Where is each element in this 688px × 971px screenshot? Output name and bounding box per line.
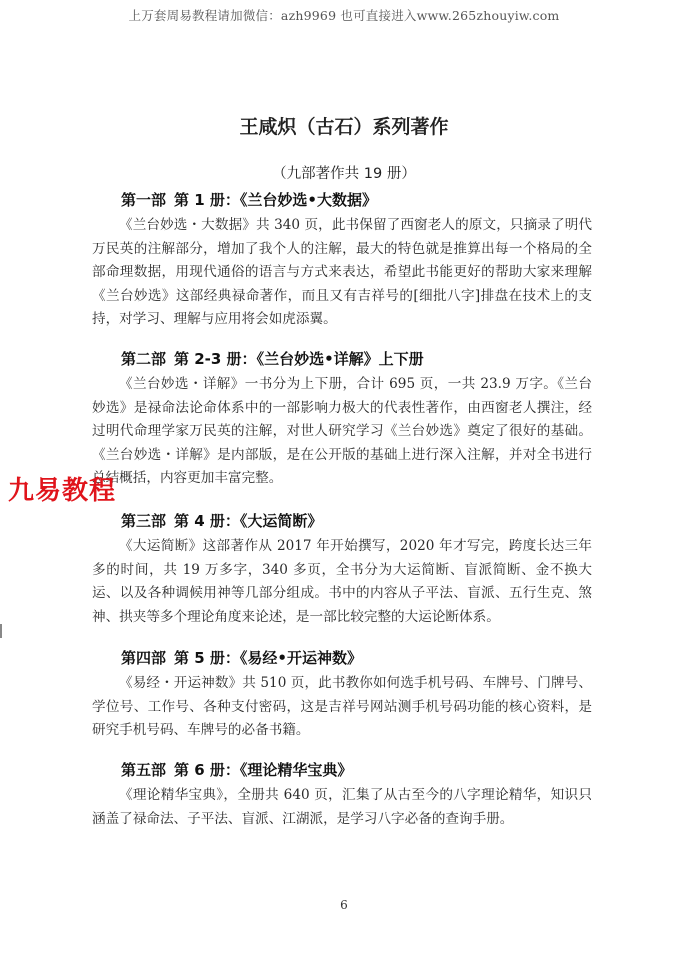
book-title: 《兰台妙选•大数据》: [239, 191, 377, 209]
watermark: 九易教程: [8, 476, 117, 506]
volume-label: 第 2-3 册：: [174, 350, 257, 368]
section-part-5: [92, 760, 592, 831]
page-subtitle: （九部著作共 19 册）: [272, 166, 416, 182]
part-label: 第三部: [121, 512, 167, 530]
section-body: 《易经・开运神数》共 510 页，此书教你如何选手机号码、车牌号、门牌号、学位号、工作号、各种支付密码，这是吉祥号网站测手机号码功能的核心资料，是研究手机号码、车牌号的必备书籍。: [92, 675, 592, 739]
part-label: 第一部: [121, 191, 167, 209]
section-part-2: [92, 349, 592, 491]
book-title: 《易经•开运神数》: [239, 649, 362, 667]
page-number: 6: [340, 898, 348, 912]
scan-edge-mark: [0, 624, 2, 638]
page-title: 王咸炽（古石）系列著作: [239, 116, 449, 138]
section-heading: [121, 190, 592, 210]
part-label: 第二部: [121, 350, 167, 368]
book-title: 《大运简断》: [239, 512, 323, 530]
volume-label: 第 5 册：: [174, 649, 240, 667]
section-heading: [121, 511, 592, 531]
volume-label: 第 6 册：: [174, 761, 240, 779]
section-body: 《理论精华宝典》，全册共 640 页，汇集了从古至今的八字理论精华，知识只涵盖了禄命法、子平法、盲派、江湖派，是学习八字必备的查询手册。: [92, 787, 592, 827]
section-heading: [121, 648, 592, 668]
volume-label: 第 1 册：: [174, 191, 240, 209]
header-banner: 上万套周易教程请加微信：azh9969 也可直接进入www.265zhouyiw.com: [128, 8, 560, 23]
section-heading: [121, 760, 592, 780]
volume-label: 第 4 册：: [174, 512, 240, 530]
section-body: 《兰台妙选・大数据》共 340 页，此书保留了西窗老人的原文，只摘录了明代万民英的注解部分，增加了我个人的注解，最大的特色就是推算出每一个格局的全部命理数据，用现代通俗的语言与方式来表达，希望此书能更好的帮助大家来理解《兰台妙选》这部经典禄命著作，而且又有吉祥号的[细批八字]排盘在技术上的支持，对学习、理解与应用将会如虎添翼。: [92, 217, 592, 328]
section-body: 《兰台妙选・详解》一书分为上下册，合计 695 页，一共 23.9 万字。《兰台妙选》是禄命法论命体系中的一部影响力极大的代表性著作，由西窗老人撰注，经过明代命理学家万民英的注解，对世人研究学习《兰台妙选》奠定了很好的基础。《兰台妙选・详解》是内部版，是在公开版的基础上进行深入注解，并对全书进行总结概括，内容更加丰富完整。: [92, 376, 592, 487]
section-part-1: [92, 190, 592, 332]
part-label: 第五部: [121, 761, 167, 779]
section-part-4: [92, 648, 592, 743]
section-part-3: [92, 511, 592, 629]
section-body: 《大运简断》这部著作从 2017 年开始撰写，2020 年才写完，跨度长达三年多的时间，共 19 万多字，340 多页，全书分为大运简断、盲派简断、金不换大运、以及各种调候用神等几部分组成。书中的内容从子平法、盲派、五行生克、煞神、拱夹等多个理论角度来论述，是一部比较完整的大运论断体系。: [92, 538, 592, 625]
part-label: 第四部: [121, 649, 167, 667]
section-heading: [121, 349, 592, 369]
book-title: 《理论精华宝典》: [239, 761, 353, 779]
book-title: 《兰台妙选•详解》上下册: [256, 350, 424, 368]
